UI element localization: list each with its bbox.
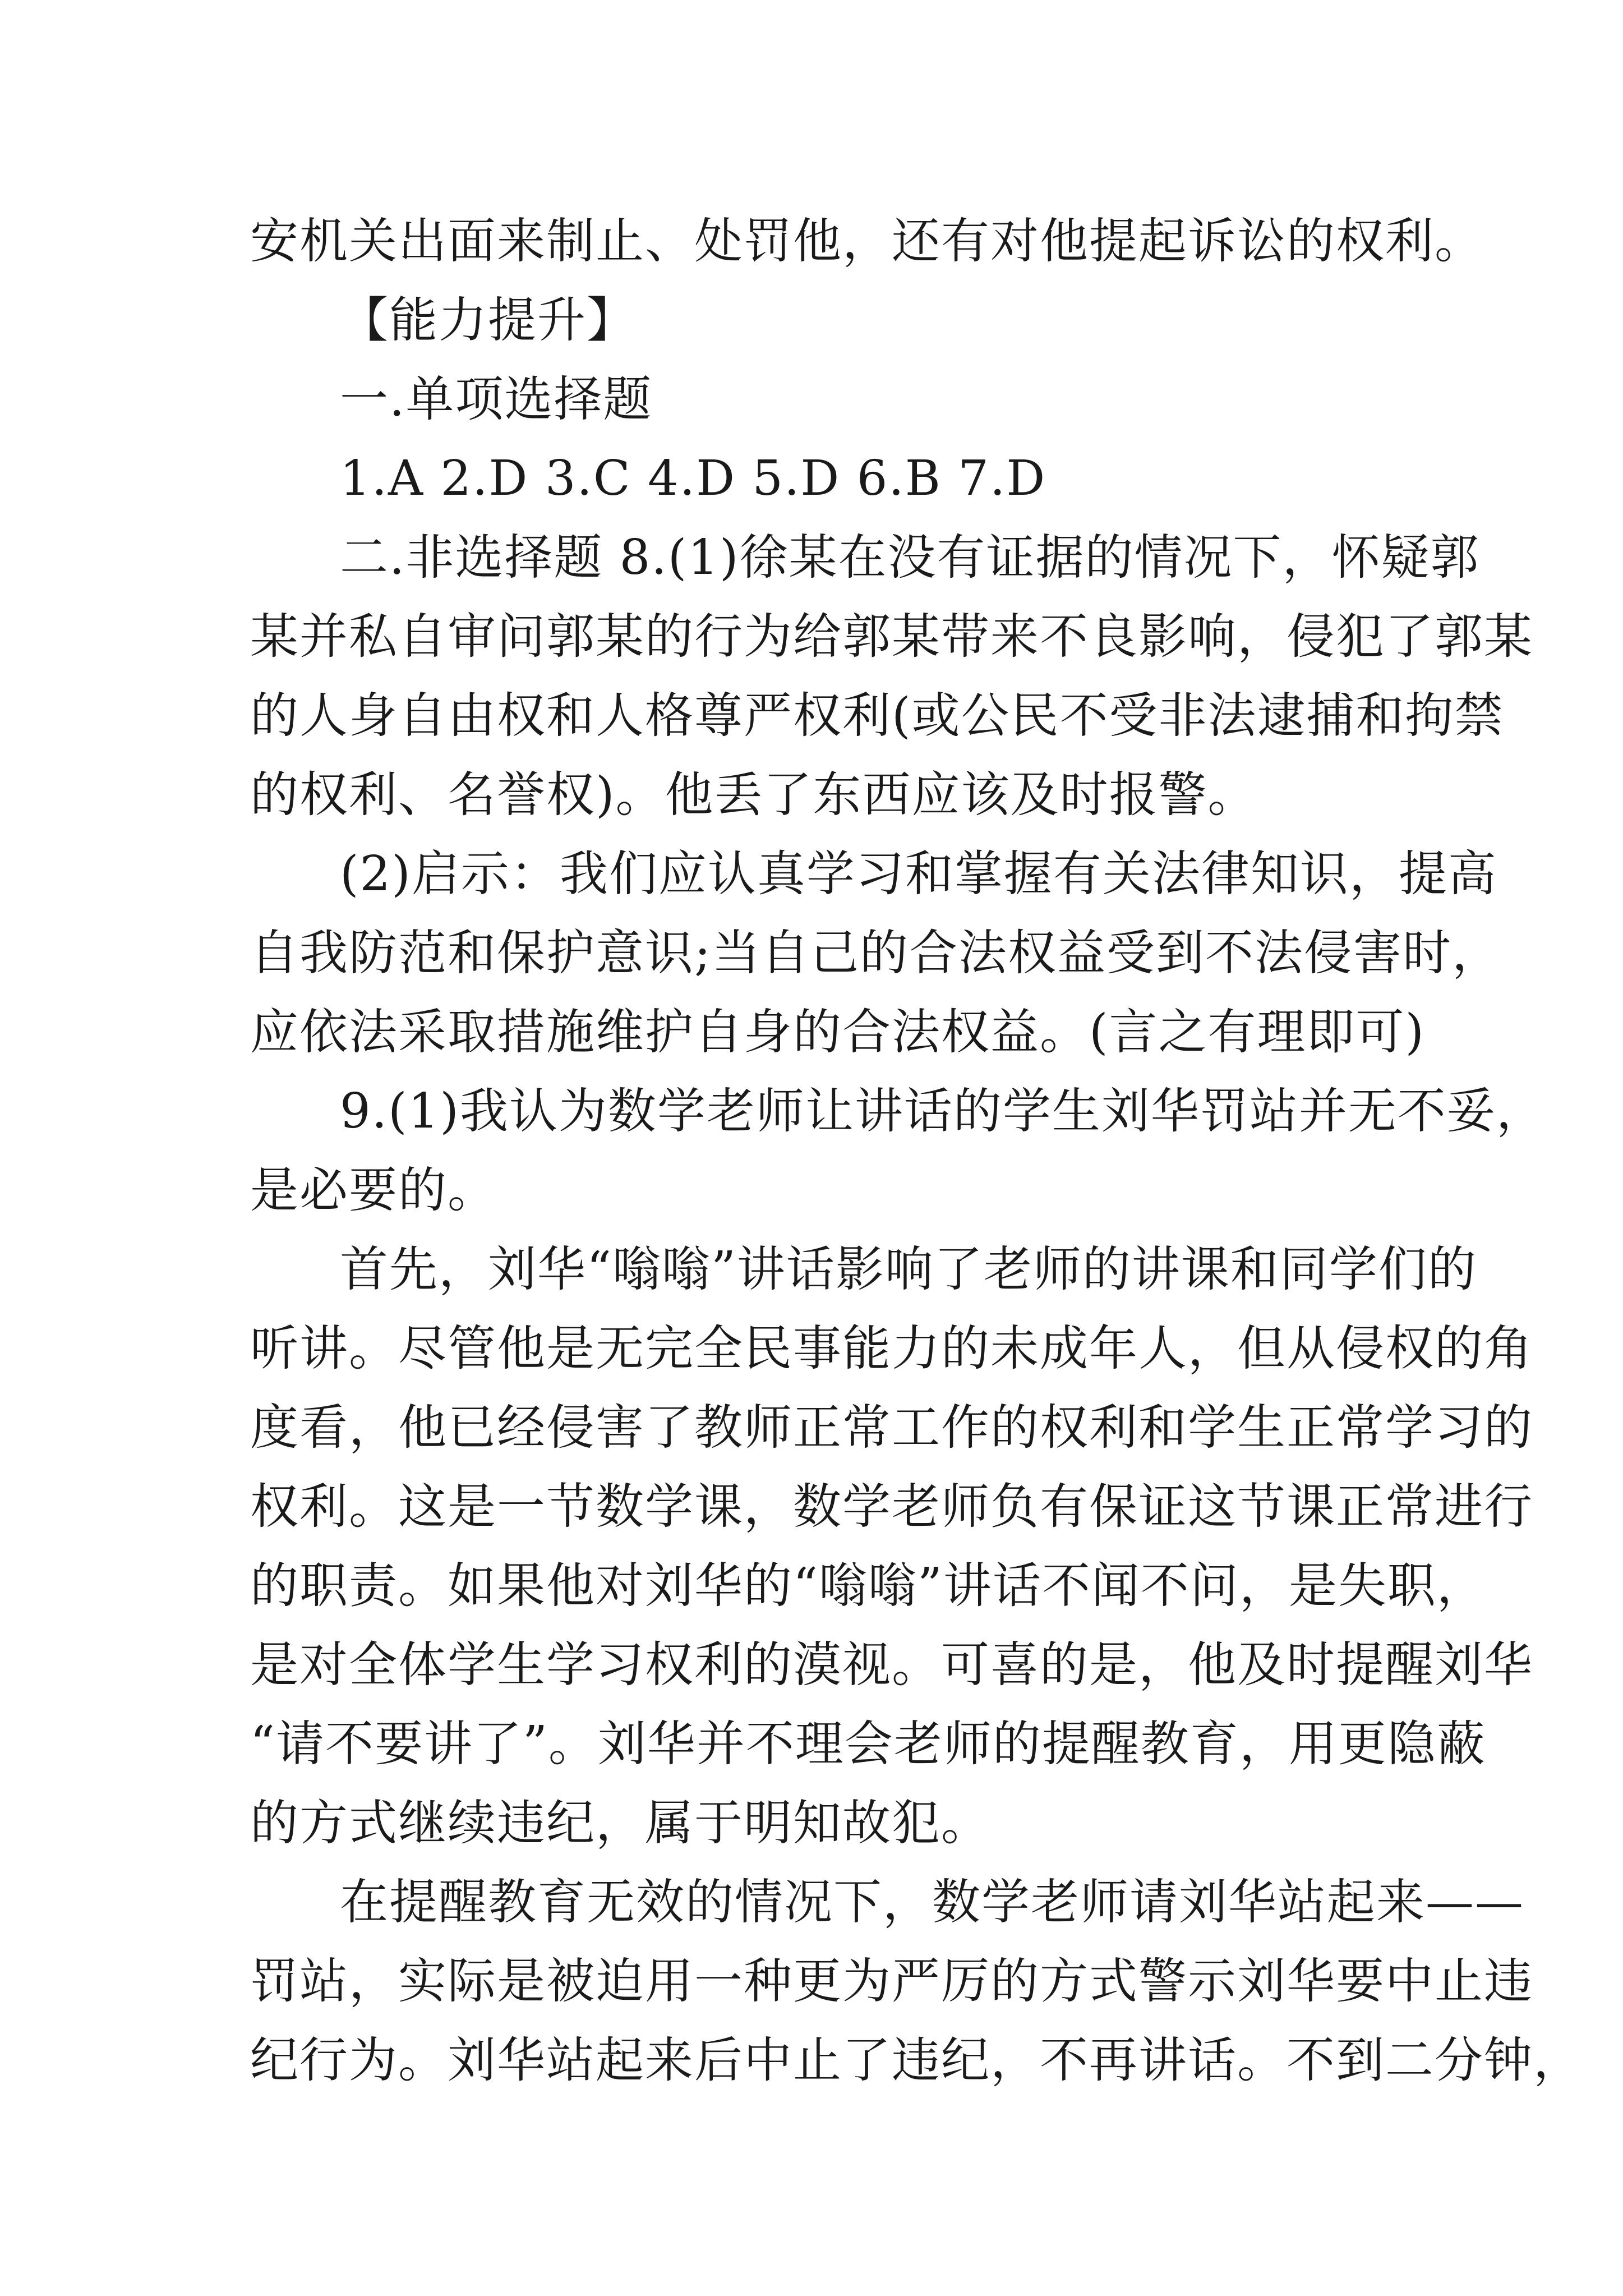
text-line: “请不要讲了”。刘华并不理会老师的提醒教育，用更隐蔽 — [250, 1716, 1486, 1772]
text-line: 在提醒教育无效的情况下，数学老师请刘华站起来—— — [340, 1874, 1524, 1930]
text-line: 某并私自审问郭某的行为给郭某带来不良影响，侵犯了郭某 — [250, 609, 1533, 665]
text-line: 的方式继续违纪，属于明知故犯。 — [250, 1795, 990, 1851]
section-heading-ability — [250, 281, 1377, 360]
text-line: 自我防范和保护意识;当自己的合法权益受到不法侵害时， — [250, 925, 1501, 981]
text-line: 的职责。如果他对刘华的“嗡嗡”讲话不闻不问，是失职， — [250, 1558, 1486, 1614]
document-body — [250, 202, 1583, 2100]
text-line: 二.非选择题 8.(1)徐某在没有证据的情况下，怀疑郭 — [340, 530, 1480, 586]
heading-line: 【能力提升】 — [340, 292, 636, 348]
text-line: 是对全体学生学习权利的漠视。可喜的是，他及时提醒刘华 — [250, 1637, 1533, 1693]
text-line: 9.(1)我认为数学老师让讲话的学生刘华罚站并无不妥， — [340, 1083, 1546, 1139]
text-line: 是必要的。 — [250, 1162, 497, 1218]
paragraph-continuation — [250, 202, 1484, 281]
text-line: 权利。这是一节数学课，数学老师负有保证这节课正常进行 — [250, 1479, 1533, 1535]
paragraph-second-reason — [250, 1863, 1583, 2100]
text-line: 的人身自由权和人格尊严权利(或公民不受非法逮捕和拘禁 — [250, 688, 1504, 744]
paragraph-question-8-2 — [250, 835, 1501, 1072]
text-line: 听讲。尽管他是无完全民事能力的未成年人，但从侵权的角 — [250, 1320, 1533, 1377]
heading-line: 一.单项选择题 — [340, 371, 653, 427]
text-line: 纪行为。刘华站起来后中止了违纪，不再讲话。不到二分钟， — [250, 2032, 1583, 2088]
text-line: 度看，他已经侵害了教师正常工作的权利和学生正常学习的 — [250, 1400, 1533, 1456]
text-line: 安机关出面来制止、处罚他，还有对他提起诉讼的权利。 — [250, 213, 1484, 269]
text-line: 1.A 2.D 3.C 4.D 5.D 6.B 7.D — [340, 450, 1046, 507]
answer-key-line — [250, 439, 1377, 518]
subsection-heading-single-choice — [250, 360, 1377, 439]
text-line: (2)启示：我们应认真学习和掌握有关法律知识，提高 — [340, 846, 1497, 902]
text-line: 罚站，实际是被迫用一种更为严厉的方式警示刘华要中止违 — [250, 1953, 1533, 2009]
text-line: 的权利、名誉权)。他丢了东西应该及时报警。 — [250, 767, 1257, 823]
paragraph-question-8-1 — [250, 518, 1533, 835]
paragraph-question-9-1 — [250, 1072, 1546, 1230]
text-line: 应依法采取措施维护自身的合法权益。(言之有理即可) — [250, 1004, 1426, 1060]
text-line: 首先，刘华“嗡嗡”讲话影响了老师的讲课和同学们的 — [340, 1241, 1477, 1297]
paragraph-first-reason — [250, 1230, 1533, 1863]
